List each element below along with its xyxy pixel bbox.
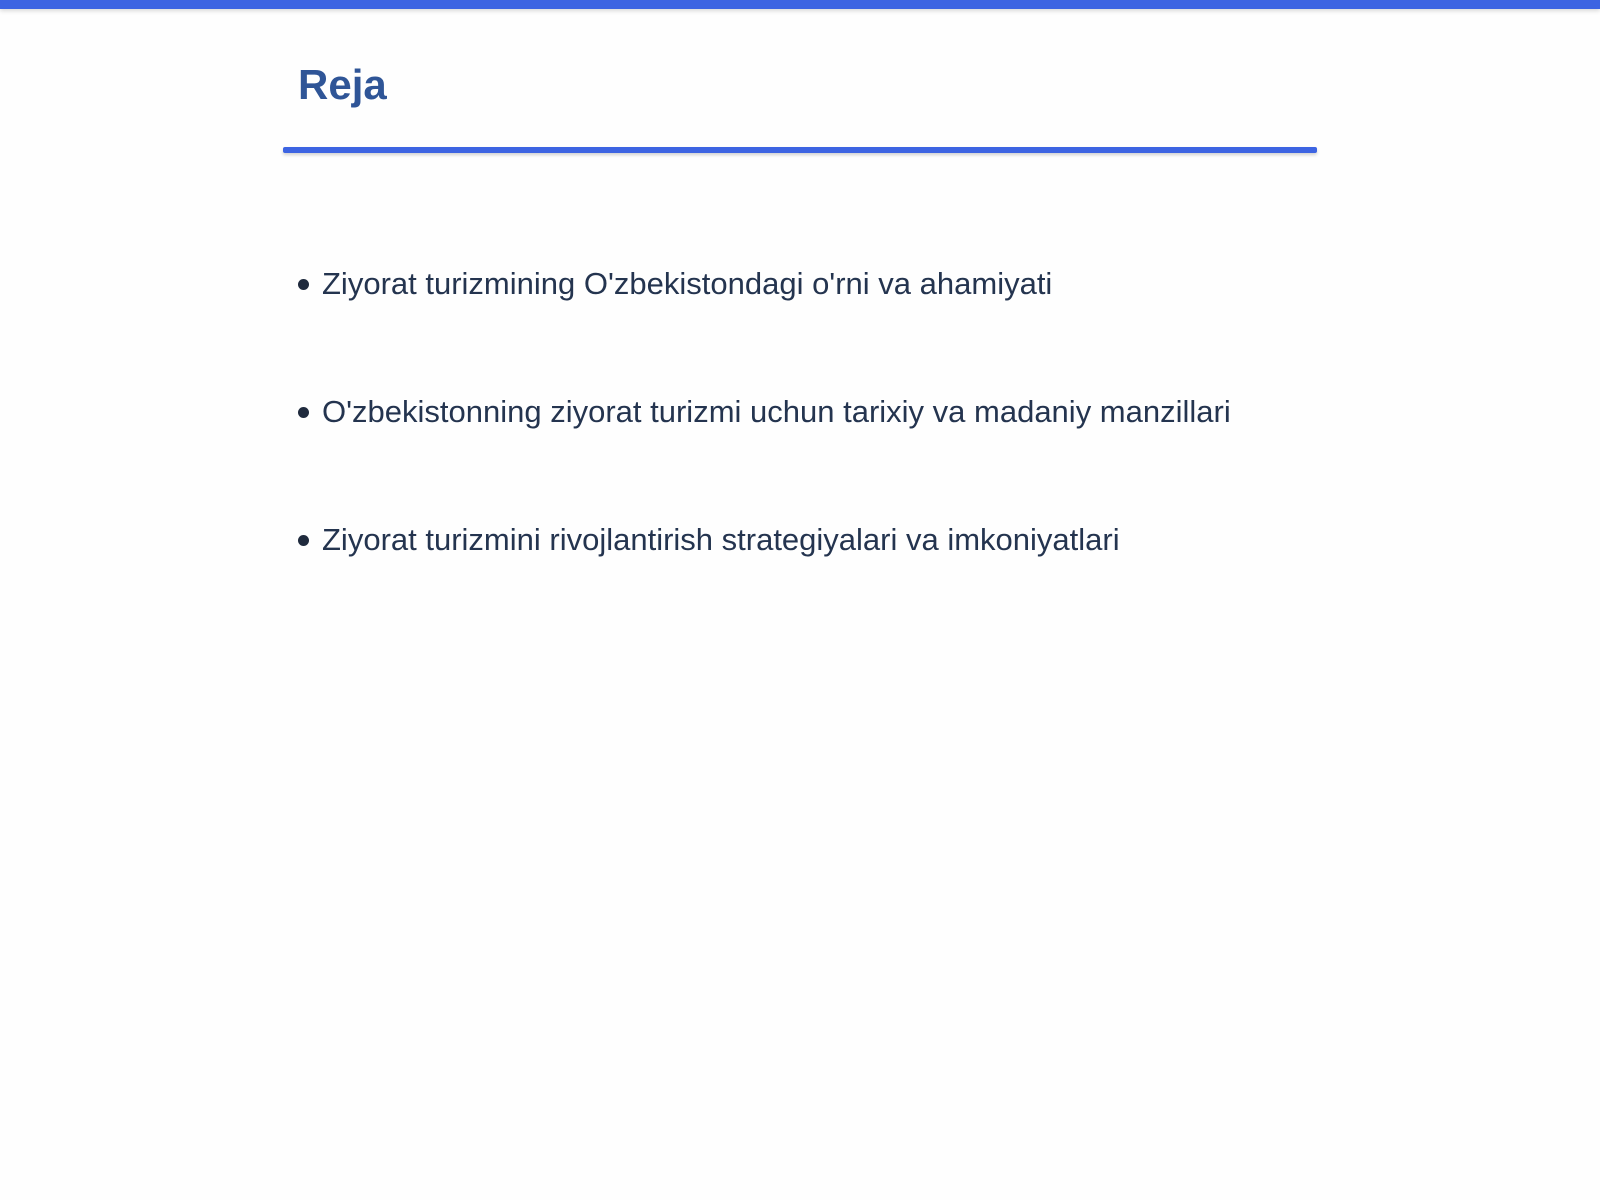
bullet-item: [298, 262, 1231, 306]
bullet-text: Ziyorat turizmining O'zbekistondagi o'rni va ahamiyati: [322, 266, 1053, 301]
slide-title: Reja: [298, 61, 387, 108]
bullet-text: O'zbekistonning ziyorat turizmi uchun tarixiy va madaniy manzillari: [322, 394, 1231, 429]
bullet-item: [298, 518, 1231, 562]
bullet-dot-icon: [298, 535, 309, 546]
bullet-dot-icon: [298, 407, 309, 418]
bullet-text: Ziyorat turizmini rivojlantirish strategiyalari va imkoniyatlari: [322, 522, 1120, 557]
top-accent-bar: [0, 0, 1600, 9]
title-underline: [283, 147, 1317, 153]
bullet-list: [298, 262, 1231, 646]
bullet-dot-icon: [298, 279, 309, 290]
bullet-item: [298, 390, 1231, 434]
